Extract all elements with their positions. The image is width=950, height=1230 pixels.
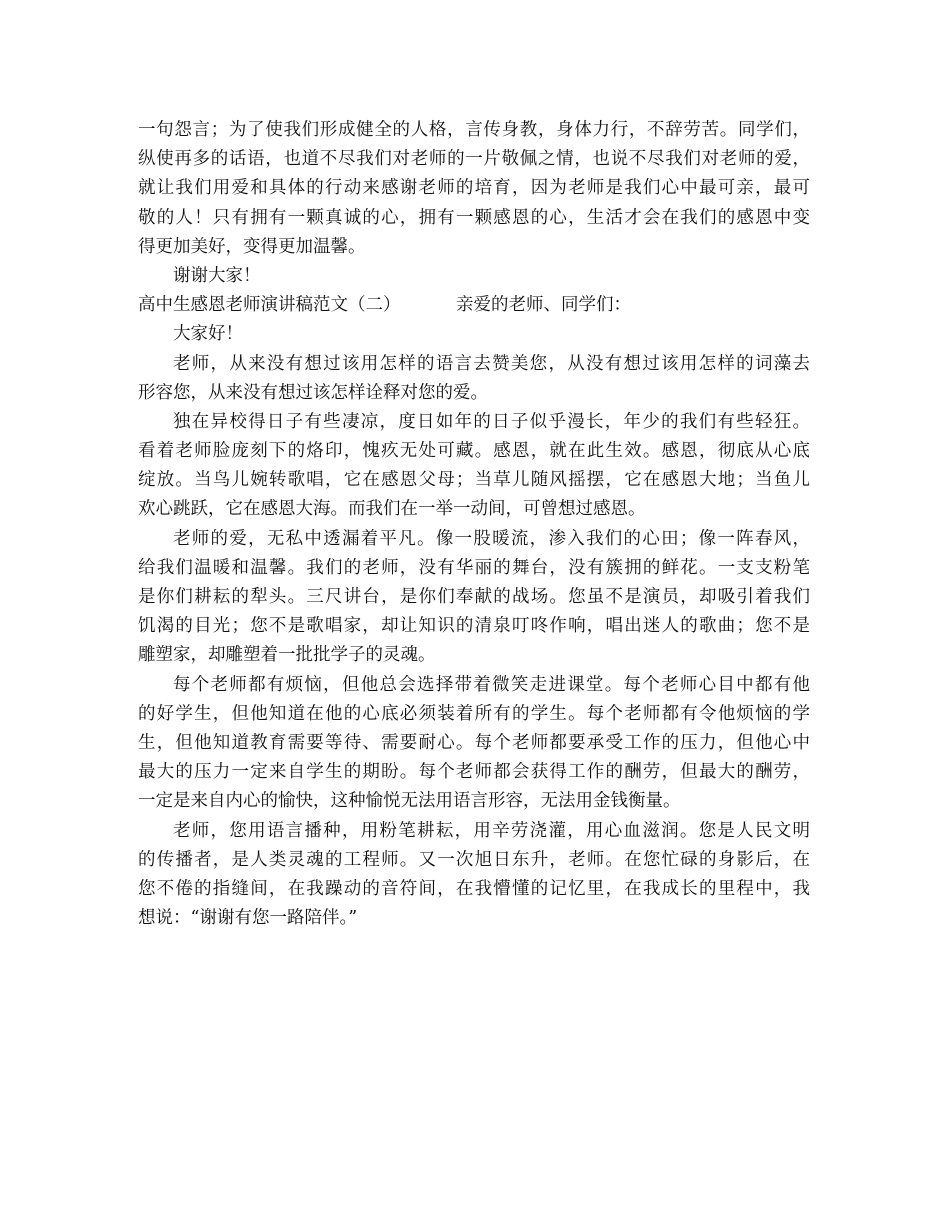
text-line: 看着老师脸庞刻下的烙印，愧疚无处可藏。感恩，就在此生效。感恩，彻底从心底 — [138, 441, 810, 462]
text-line: 独在异校得日子有些凄凉，度日如年的日子似乎漫长，年少的我们有些轻狂。 — [173, 411, 810, 432]
paragraph-teacher-love — [138, 525, 810, 671]
text-line: 绽放。当鸟儿婉转歌唱，它在感恩父母；当草儿随风摇摆，它在感恩大地；当鱼儿 — [138, 470, 810, 491]
paragraph-closing-continued — [138, 116, 810, 262]
text-line: 生，但他知道教育需要等待、需要耐心。每个老师都要承受工作的压力，但他心中 — [138, 732, 810, 753]
text-line: 得更加美好，变得更加温馨。 — [138, 236, 366, 257]
text-line: 形容您，从来没有想过该怎样诠释对您的爱。 — [138, 382, 488, 403]
text-line: 每个老师都有烦恼，但他总会选择带着微笑走进课堂。每个老师心目中都有他 — [173, 674, 810, 695]
text-line: 的传播者，是人类灵魂的工程师。又一次旭日东升，老师。在您忙碌的身影后，在 — [138, 849, 810, 870]
text-line: 敬的人！只有拥有一颗真诚的心，拥有一颗感恩的心，生活才会在我们的感恩中变 — [138, 207, 810, 228]
text-line: 是你们耕耘的犁头。三尺讲台，是你们奉献的战场。您虽不是演员，却吸引着我们 — [138, 587, 810, 607]
paragraph-worries — [138, 671, 810, 817]
text-line: 就让我们用爱和具体的行动来感谢老师的培育，因为老师是我们心中最可亲，最可 — [138, 178, 810, 199]
paragraph-closing — [138, 817, 810, 934]
salutation: 亲爱的老师、同学们： — [456, 295, 631, 316]
section-heading-row — [138, 291, 810, 320]
text-line: 您不倦的指缝间，在我躁动的音符间，在我懵懂的记忆里，在我成长的里程中，我 — [138, 878, 810, 899]
thanks-line: 谢谢大家！ — [173, 265, 261, 286]
text-line: 欢心跳跃，它在感恩大海。而我们在一举一动间，可曾想过感恩。 — [138, 499, 646, 520]
text-line: 雕塑家，却雕塑着一批批学子的灵魂。 — [138, 645, 436, 666]
text-line: 一定是来自内心的愉快，这种愉悦无法用语言形容，无法用金钱衡量。 — [138, 791, 681, 812]
text-line: 的好学生，但他知道在他的心底必须装着所有的学生。每个老师都有令他烦恼的学 — [138, 703, 810, 724]
text-line: 饥渴的目光；您不是歌唱家，却让知识的清泉叮咚作响，唱出迷人的歌曲；您不是 — [138, 616, 810, 637]
text-line: 一句怨言；为了使我们形成健全的人格，言传身教，身体力行，不辞劳苦。同学们， — [138, 120, 810, 140]
text-line: 老师的爱，无私中透漏着平凡。像一股暖流，渗入我们的心田；像一阵春风， — [173, 528, 810, 549]
text-line: 纵使再多的话语，也道不尽我们对老师的一片敬佩之情，也说不尽我们对老师的爱， — [138, 149, 810, 170]
text-line: 老师，从来没有想过该用怎样的语言去赞美您，从没有想过该用怎样的词藻去 — [173, 353, 810, 374]
text-line: 老师，您用语言播种，用粉笔耕耘，用辛劳浇灌，用心血滋润。您是人民文明 — [173, 820, 810, 841]
text-line: 给我们温暖和温馨。我们的老师，没有华丽的舞台，没有簇拥的鲜花。一支支粉笔 — [138, 557, 810, 578]
document-page — [138, 116, 810, 933]
text-line: 想说：“谢谢有您一路陪伴。” — [138, 908, 358, 929]
paragraph-gratitude — [138, 408, 810, 525]
paragraph-praise — [138, 350, 810, 408]
text-line: 最大的压力一定来自学生的期盼。每个老师都会获得工作的酬劳，但最大的酬劳， — [138, 762, 810, 783]
section-heading: 高中生感恩老师演讲稿范文（二） — [138, 295, 401, 316]
greeting-line: 大家好！ — [173, 324, 243, 345]
